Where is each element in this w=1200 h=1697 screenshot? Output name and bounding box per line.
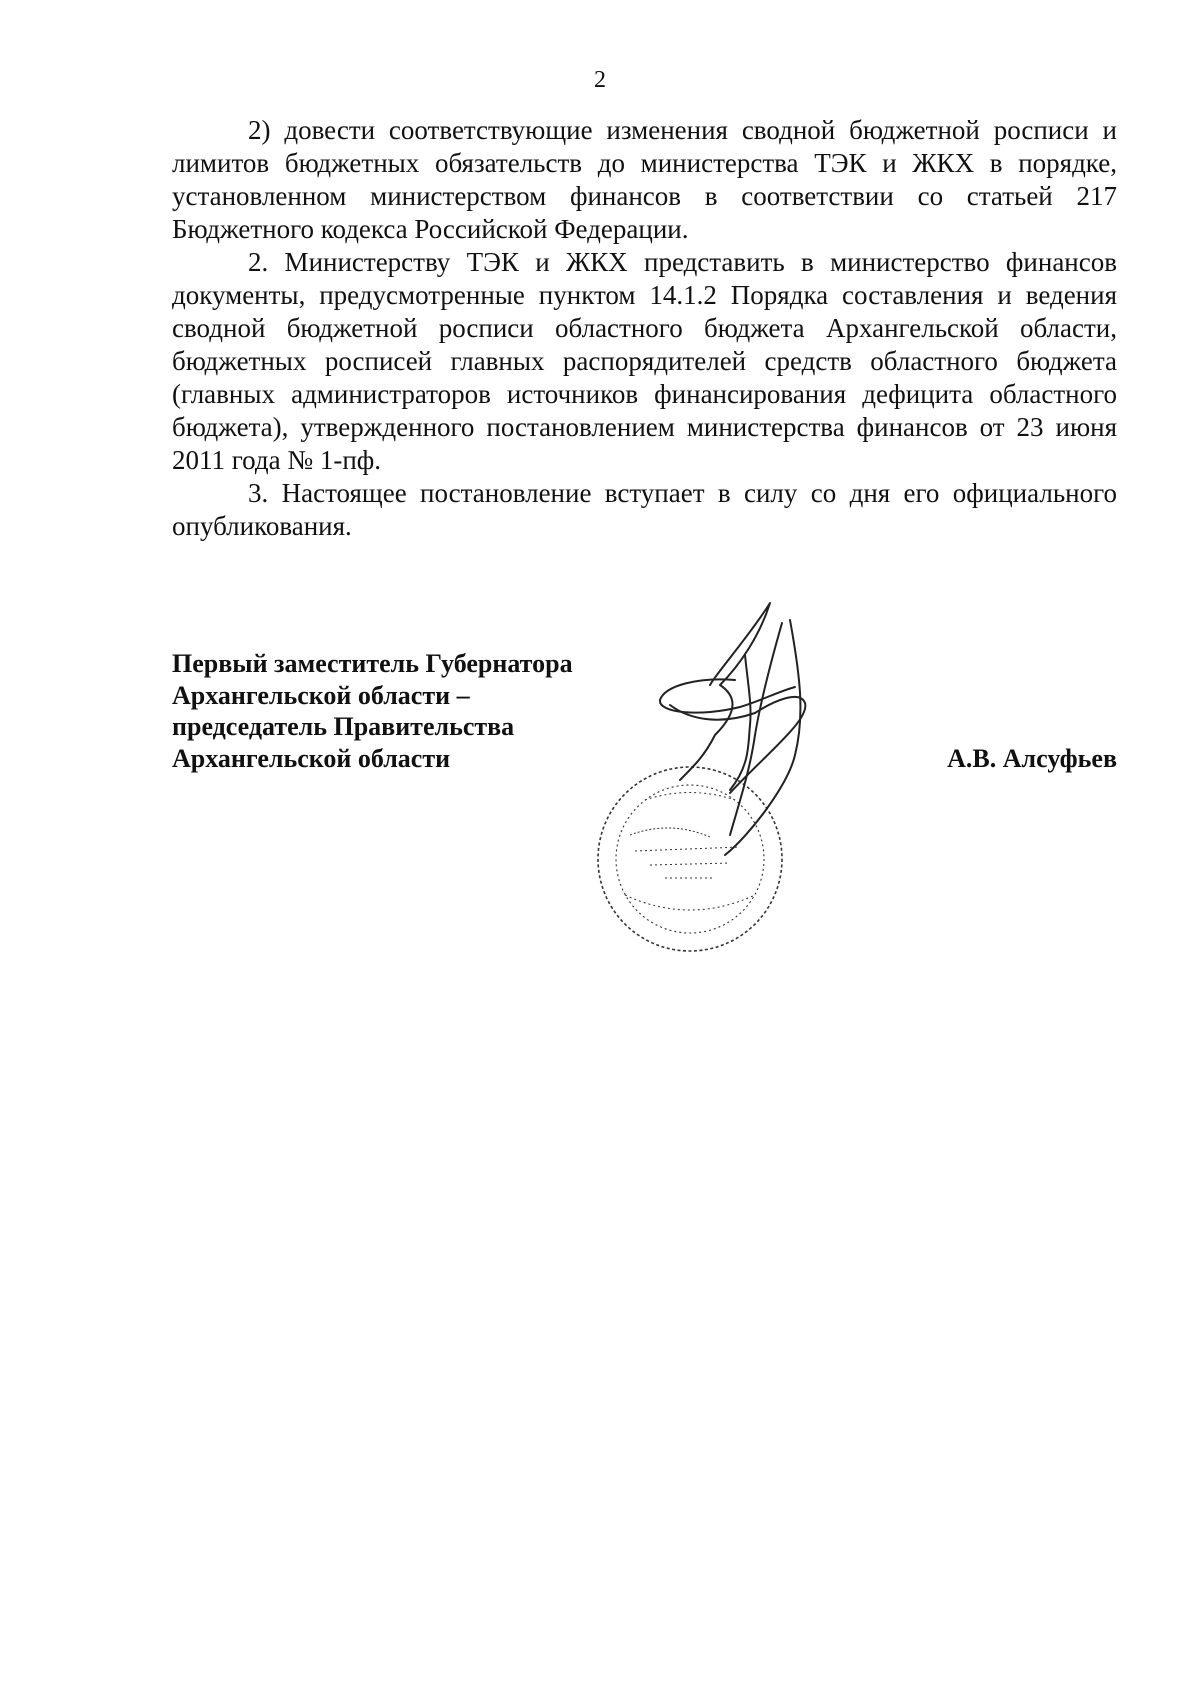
- document-body: [172, 114, 1117, 543]
- page-number: 2: [594, 67, 606, 93]
- seal-and-signature: [590, 595, 880, 955]
- signatory-name: А.В. Алсуфьев: [947, 744, 1117, 773]
- signatory-position-line: Архангельской области: [172, 743, 451, 773]
- signatory-position-line: Первый заместитель Губернатора: [172, 649, 573, 678]
- signatory-position-line: председатель Правительства: [172, 712, 515, 741]
- signatory-position-line: Архангельской области –: [172, 680, 470, 710]
- signatory-position: [172, 648, 573, 774]
- handwritten-signature-icon: [660, 603, 805, 855]
- paragraph-item-2: 2) довести соответствующие изменения сводной бюджетной росписи и лимитов бюджетных обязательств до министерства ТЭК и ЖКХ в порядке, установленном министерством финансов в соответствии со статьей 217 Бюджетного кодекса Российской Федерации.: [172, 115, 1117, 244]
- paragraph-point-3: 3. Настоящее постановление вступает в силу со дня его официального опубликования.: [172, 478, 1117, 541]
- official-seal-icon: [598, 767, 782, 951]
- paragraph-point-2: 2. Министерству ТЭК и ЖКХ представить в министерство финансов документы, предусмотренные пунктом 14.1.2 Порядка составления и ведения сводной бюджетной росписи областного бюджета Архангельской области, бюджетных росписей главных распорядителей средств областного бюджета (главных администраторов источников финансирования дефицита областного бюджета), утвержденного постановлением министерства финансов от 23 июня 2011 года № 1-пф.: [172, 247, 1117, 475]
